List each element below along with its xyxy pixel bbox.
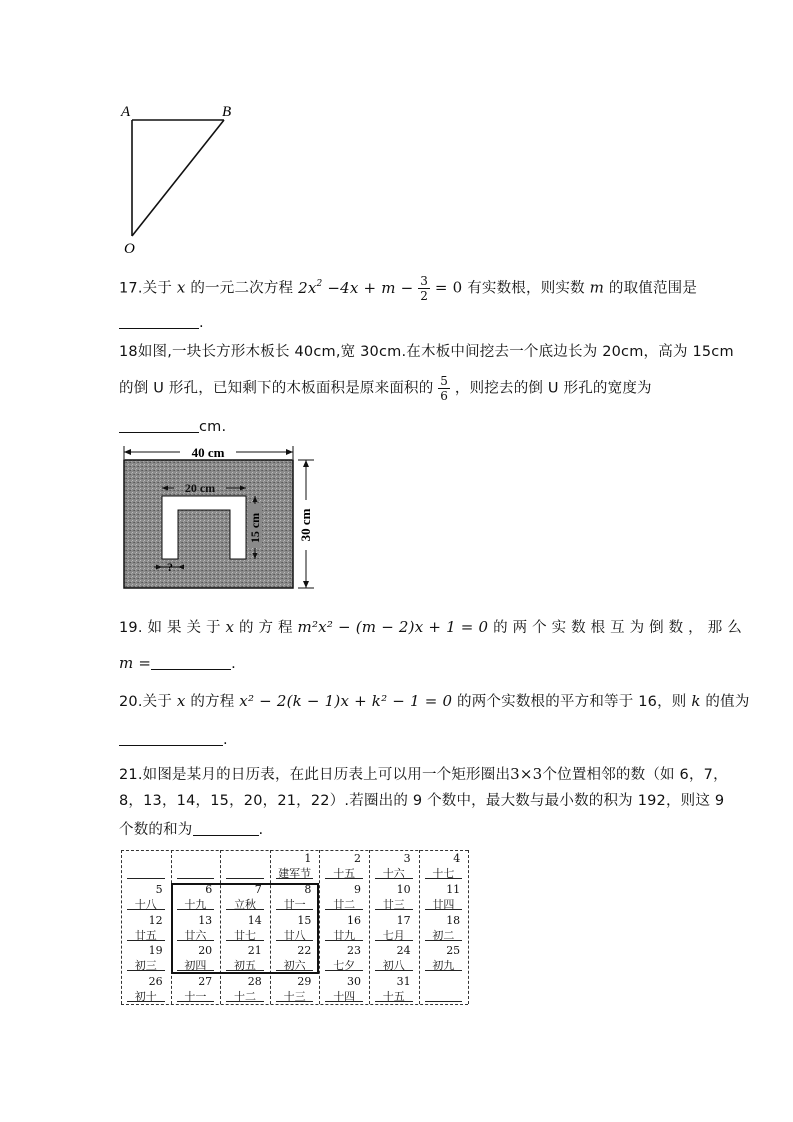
q17-eq-sup: 2 [316, 278, 323, 289]
segment-ob [132, 120, 224, 236]
question-20-line1 [119, 694, 750, 710]
calendar-day-number: 29 [297, 975, 312, 989]
calendar-cell [319, 912, 369, 943]
calendar-day-number: 7 [254, 882, 262, 896]
q21-3x3: 3×3 [510, 765, 543, 783]
q18-fraction [438, 375, 450, 402]
calendar-lunar-label: 初十 [134, 990, 157, 1004]
calendar-day-number: 10 [396, 882, 411, 896]
q20-var-x: x [176, 692, 186, 710]
calendar-lunar-label: 十六 [382, 867, 405, 880]
calendar-day-number: 11 [446, 882, 461, 896]
calendar-cell [369, 973, 419, 1004]
calendar-cell-underline [425, 970, 463, 971]
label-height: 30 cm [298, 508, 313, 542]
calendar-day-number: 12 [148, 913, 163, 927]
calendar-day-number: 13 [198, 913, 213, 927]
calendar-cell-underline [375, 1001, 413, 1002]
dim-width-arrow-left [124, 449, 131, 455]
calendar-lunar-label: 廿九 [333, 928, 356, 942]
q21-answer-blank[interactable] [193, 821, 259, 836]
q20-equation: x² − 2(k − 1)x + k² − 1 = 0 [239, 692, 453, 710]
q18-line2-pre: 的倒 U 形孔，已知剩下的木板面积是原来面积的 [119, 380, 434, 397]
q19-period: . [231, 656, 236, 672]
q20-prefix: 20.关于 [119, 694, 173, 710]
calendar-column-separator [468, 850, 469, 1004]
calendar-cell [369, 881, 419, 912]
calendar-cell [121, 973, 171, 1004]
calendar-cell-underline [425, 1001, 463, 1002]
calendar-cell [121, 942, 171, 973]
dim-height-arrow-bottom [303, 581, 309, 588]
calendar-cell-underline [425, 878, 463, 879]
calendar-cell-underline [375, 970, 413, 971]
calendar-cell [319, 881, 369, 912]
calendar-day-number: 6 [205, 882, 213, 896]
calendar-cell-underline [375, 909, 413, 910]
q19-after: 的 两 个 实 数 根 互 为 倒 数 ， 那 么 [493, 620, 742, 636]
calendar-day-number: 28 [247, 975, 262, 989]
calendar-lunar-label: 十七 [432, 867, 455, 880]
q17-var-x: x [176, 278, 186, 297]
question-17-line1 [119, 275, 697, 302]
q19-prefix: 19. 如 果 关 于 [119, 620, 221, 636]
calendar-cell-underline [276, 1001, 314, 1002]
calendar-day-number: 4 [453, 852, 461, 865]
question-20-line2 [119, 731, 228, 748]
q19-mid: 的 方 程 [239, 620, 293, 636]
q19-equation: m²x² − (m − 2)x + 1 = 0 [297, 618, 489, 636]
selection-rectangle-3x3 [171, 883, 320, 974]
q17-answer-blank[interactable] [119, 314, 199, 329]
q18-unit: cm. [199, 419, 227, 435]
calendar-cell-underline [425, 940, 463, 941]
calendar-lunar-label: 初二 [432, 928, 455, 942]
calendar-lunar-label: 十四 [333, 990, 356, 1004]
calendar-cell [319, 850, 369, 881]
q18-frac-num: 5 [440, 374, 449, 388]
q17-eq-c: = 0 [434, 278, 463, 297]
calendar-day-number: 22 [297, 944, 312, 958]
calendar-lunar-label: 廿四 [432, 897, 455, 911]
calendar-cell [419, 942, 469, 973]
calendar-day-number: 15 [297, 913, 312, 927]
q17-frac-den: 2 [420, 289, 429, 303]
calendar-day-number: 8 [304, 882, 312, 896]
calendar-cell-underline [276, 878, 314, 879]
calendar-day-number: 26 [148, 975, 163, 989]
calendar-cell [419, 912, 469, 943]
calendar-lunar-label: 建军节 [278, 867, 312, 880]
q17-var-m: m [589, 278, 605, 297]
q21-period: . [258, 822, 264, 838]
calendar-day-number: 17 [396, 913, 411, 927]
calendar-cell-underline [425, 909, 463, 910]
dim-height-arrow-top [303, 460, 309, 467]
calendar-cell [220, 973, 270, 1004]
question-19-line1 [119, 620, 742, 636]
calendar-day-number: 1 [304, 852, 312, 865]
calendar-day-number: 16 [346, 913, 361, 927]
calendar-cell [121, 881, 171, 912]
q17-end: 的取值范围是 [608, 280, 698, 297]
calendar-cell [319, 942, 369, 973]
calendar-day-number: 31 [396, 975, 411, 989]
q17-period: . [199, 315, 204, 331]
question-21-line1 [119, 767, 728, 783]
calendar-day-number: 20 [198, 944, 213, 958]
calendar-cell [121, 912, 171, 943]
calendar-lunar-label: 十二 [233, 990, 256, 1004]
label-base: 20 cm [184, 481, 216, 495]
calendar-lunar-label: 初五 [233, 959, 256, 973]
calendar-cell-underline [127, 940, 165, 941]
q19-var-x: x [225, 618, 235, 636]
q20-end: 的值为 [705, 694, 750, 710]
calendar-cell-underline [127, 909, 165, 910]
calendar-cell-underline [375, 878, 413, 879]
q17-prefix: 17.关于 [119, 280, 173, 297]
dim-width-arrow-right [286, 449, 293, 455]
q18-line2-post: ，则挖去的倒 U 形孔的宽度为 [454, 380, 652, 397]
calendar-lunar-label: 廿八 [283, 928, 306, 942]
question-18-line3 [119, 418, 226, 435]
question-18-line2 [119, 375, 652, 402]
calendar-cell-underline [226, 878, 264, 879]
label-unknown: ? [167, 560, 173, 574]
question-21-line2: 8，13，14，15，20，21，22）.若圈出的 9 个数中，最大数与最小数的积为 192，则这 9 [119, 793, 725, 809]
q18-answer-blank[interactable] [119, 418, 199, 433]
calendar-lunar-label: 廿三 [382, 897, 405, 911]
q20-var-k: k [691, 692, 701, 710]
q17-eq-b: −4x + m − [327, 278, 414, 297]
calendar-cell-underline [325, 1001, 363, 1002]
q17-fraction [418, 275, 430, 302]
calendar-day-number: 30 [346, 975, 361, 989]
calendar-cell [419, 881, 469, 912]
calendar-lunar-label: 廿二 [333, 897, 356, 911]
calendar-cell [369, 850, 419, 881]
calendar-lunar-label: 十八 [134, 897, 157, 911]
board-figure [118, 442, 328, 594]
calendar-day-number: 3 [403, 852, 411, 865]
q20-after: 的两个实数根的平方和等于 16，则 [457, 694, 687, 710]
calendar-cell-underline [177, 1001, 215, 1002]
calendar-day-number: 25 [446, 944, 461, 958]
question-21-line3 [119, 821, 263, 838]
calendar-lunar-label: 七月 [382, 928, 405, 942]
q21-line1-post: 个位置相邻的数（如 6，7， [542, 767, 728, 783]
calendar-lunar-label: 十九 [184, 897, 207, 911]
calendar-day-number: 19 [148, 944, 163, 958]
calendar-cell [220, 850, 270, 881]
q20-mid: 的方程 [190, 694, 235, 710]
calendar-cell-underline [127, 970, 165, 971]
calendar-cell-underline [375, 940, 413, 941]
calendar-cell-underline [325, 878, 363, 879]
calendar-lunar-label: 廿一 [283, 897, 306, 911]
calendar-day-number: 21 [247, 944, 262, 958]
calendar-lunar-label: 初八 [382, 959, 405, 973]
calendar-lunar-label: 十三 [283, 990, 306, 1004]
label-a: A [121, 104, 131, 120]
calendar-cell [121, 850, 171, 881]
calendar-lunar-label: 廿六 [184, 928, 207, 942]
q18-frac-den: 6 [440, 389, 449, 403]
calendar-cell [270, 973, 320, 1004]
calendar-day-number: 9 [353, 882, 361, 896]
calendar-lunar-label: 初九 [432, 959, 455, 973]
calendar-column-separator [419, 850, 420, 1004]
calendar-cell-underline [226, 1001, 264, 1002]
calendar-cell-underline [325, 909, 363, 910]
calendar-cell [270, 850, 320, 881]
calendar-cell [369, 912, 419, 943]
calendar-cell-underline [127, 1001, 165, 1002]
question-19-line2 [119, 655, 236, 672]
calendar-lunar-label: 廿五 [134, 928, 157, 942]
label-u-height: 15 cm [248, 512, 262, 544]
q17-after: 有实数根，则实数 [467, 280, 585, 297]
q20-period: . [223, 732, 228, 748]
calendar-table [121, 850, 468, 1004]
calendar-day-number: 5 [155, 882, 163, 896]
calendar-column-separator [369, 850, 370, 1004]
calendar-cell-underline [177, 878, 215, 879]
label-o: O [124, 241, 135, 257]
calendar-day-number: 24 [396, 944, 411, 958]
calendar-cell-underline [325, 970, 363, 971]
calendar-cell [369, 942, 419, 973]
calendar-lunar-label: 十五 [333, 867, 356, 880]
calendar-lunar-label: 立秋 [233, 897, 256, 911]
calendar-lunar-label: 廿七 [233, 928, 256, 942]
calendar-cell [171, 973, 221, 1004]
q21-line1-pre: 21.如图是某月的日历表，在此日历表上可以用一个矩形圈出 [119, 767, 511, 783]
calendar-day-number: 18 [446, 913, 461, 927]
label-b: B [222, 104, 232, 120]
calendar-lunar-label: 十一 [184, 990, 207, 1004]
calendar-lunar-label: 初四 [184, 959, 207, 973]
q20-answer-blank[interactable] [119, 731, 223, 746]
calendar-column-separator [121, 850, 122, 1004]
calendar-day-number: 27 [198, 975, 213, 989]
calendar-lunar-label: 初六 [283, 959, 306, 973]
calendar-cell-underline [127, 878, 165, 879]
calendar-cell [419, 850, 469, 881]
calendar-cell [319, 973, 369, 1004]
calendar-lunar-label: 初三 [134, 959, 157, 973]
wooden-board [124, 460, 293, 588]
calendar-lunar-label: 十五 [382, 990, 405, 1004]
q17-mid: 的一元二次方程 [190, 280, 294, 297]
question-17-line2 [119, 314, 204, 331]
calendar-day-number: 2 [353, 852, 361, 865]
q19-m-equals: m = [119, 654, 152, 672]
calendar-column-separator [319, 850, 320, 1004]
q17-frac-num: 3 [420, 274, 429, 288]
q17-eq-a: 2x [298, 278, 317, 297]
label-width: 40 cm [191, 445, 225, 460]
question-18-line1: 18如图,一块长方形木板长 40cm,宽 30cm.在木板中间挖去一个底边长为 20cm，高为 15cm [119, 344, 734, 360]
calendar-cell [171, 850, 221, 881]
calendar-cell-underline [325, 940, 363, 941]
calendar-day-number: 14 [247, 913, 262, 927]
calendar-lunar-label: 七夕 [333, 959, 356, 973]
q21-line3-pre: 个数的和为 [119, 822, 193, 838]
q17-equation [298, 279, 413, 297]
triangle-figure [118, 98, 248, 258]
calendar-day-number: 23 [346, 944, 361, 958]
calendar-cell [419, 973, 469, 1004]
q19-answer-blank[interactable] [151, 655, 231, 670]
